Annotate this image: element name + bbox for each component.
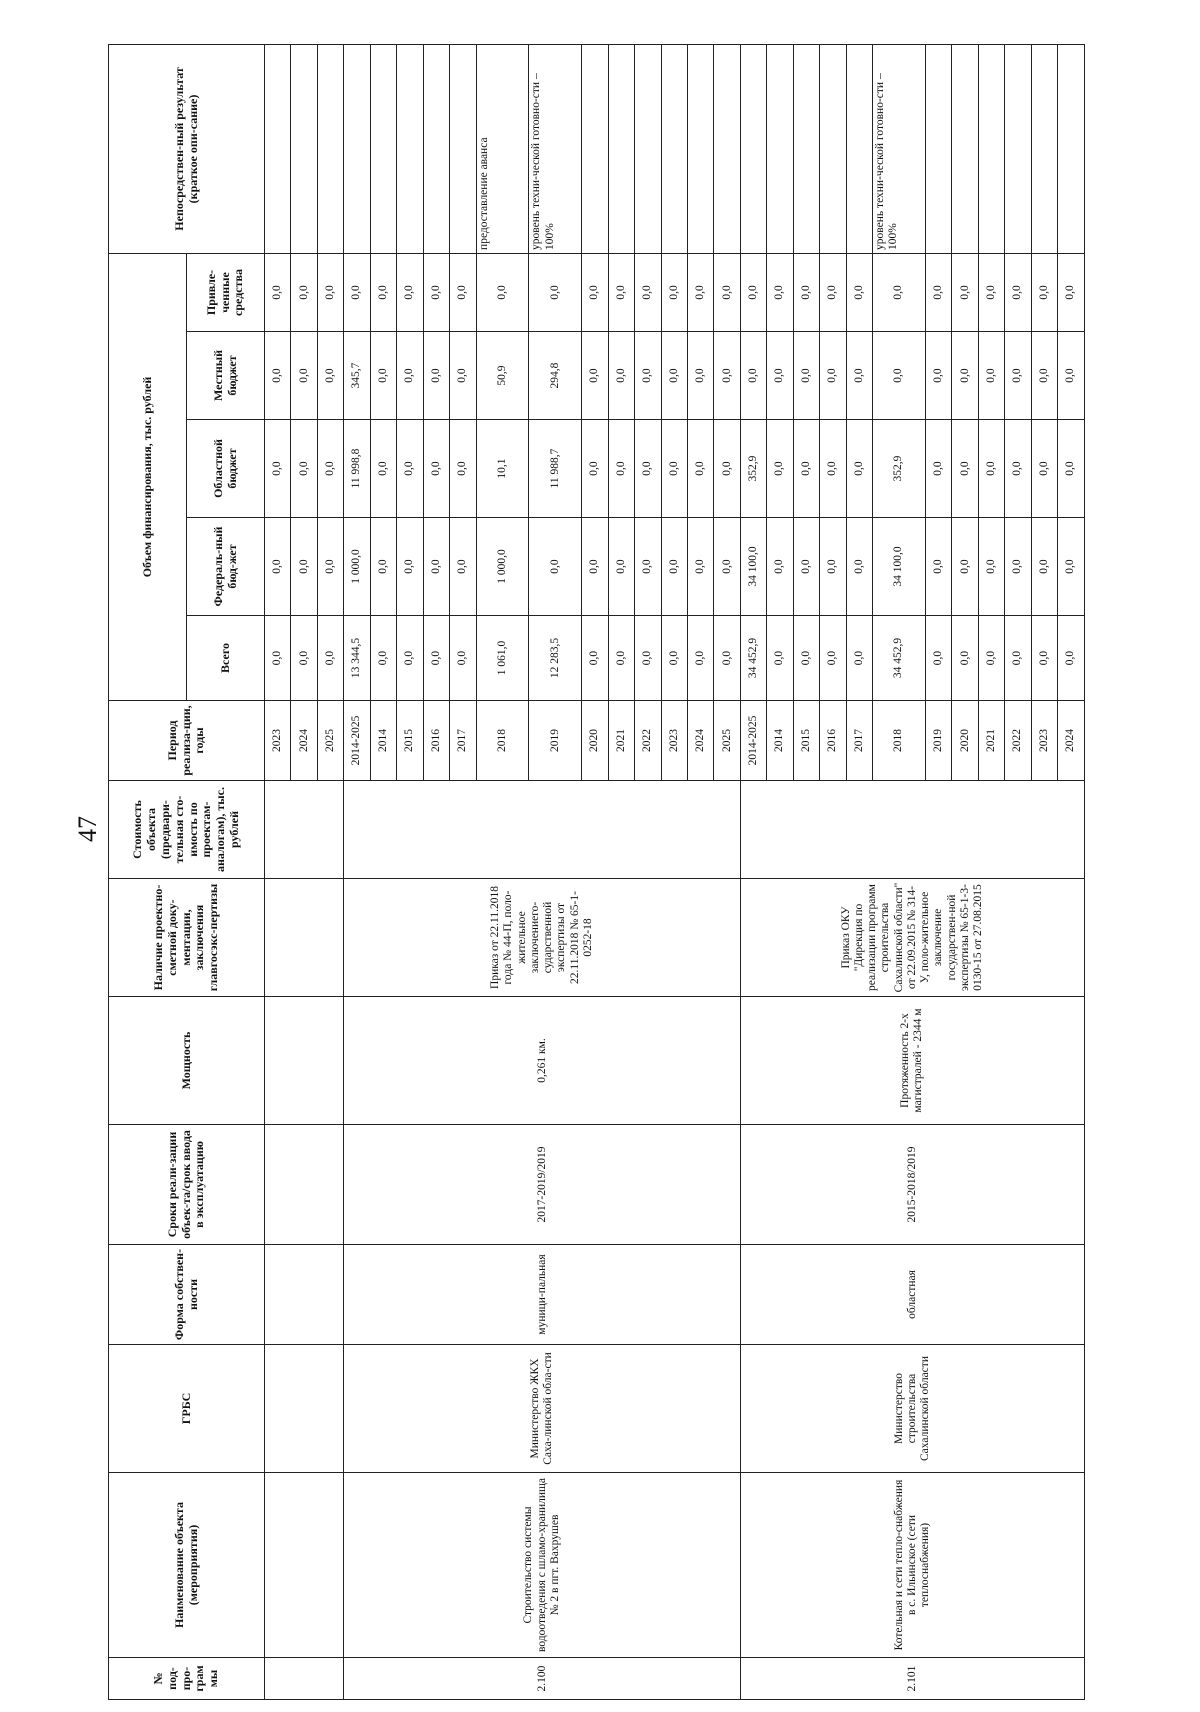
cell-federal: 0,0 bbox=[714, 518, 740, 616]
cell-attracted: 0,0 bbox=[1031, 253, 1057, 331]
cell-local: 0,0 bbox=[873, 332, 926, 420]
object-ownership: муници-пальная bbox=[344, 1245, 741, 1345]
cell-result bbox=[370, 44, 396, 253]
cell-regional: 0,0 bbox=[688, 420, 714, 518]
cell-regional: 0,0 bbox=[846, 420, 872, 518]
header-psd: Наличие проектно-сметной доку-ментации, заключения главгосэкс-пертизы bbox=[109, 879, 265, 997]
header-period: Период реализа-ции, годы bbox=[109, 701, 265, 781]
cell-local: 0,0 bbox=[793, 332, 819, 420]
cell-local: 0,0 bbox=[265, 332, 291, 420]
cell-attracted: 0,0 bbox=[317, 253, 343, 331]
cell-local: 0,0 bbox=[952, 332, 978, 420]
cell-total: 0,0 bbox=[582, 616, 608, 701]
cell-total: 34 452,9 bbox=[873, 616, 926, 701]
cell-federal: 0,0 bbox=[1058, 518, 1085, 616]
cell-result bbox=[661, 44, 687, 253]
cell-regional: 0,0 bbox=[370, 420, 396, 518]
cell-local: 0,0 bbox=[925, 332, 951, 420]
cell-total: 0,0 bbox=[635, 616, 661, 701]
cell-federal: 0,0 bbox=[820, 518, 846, 616]
cell-federal: 0,0 bbox=[688, 518, 714, 616]
cell-federal: 1 000,0 bbox=[476, 518, 529, 616]
cell-regional: 0,0 bbox=[582, 420, 608, 518]
cell-local: 0,0 bbox=[714, 332, 740, 420]
cell-period: 2025 bbox=[317, 701, 343, 781]
cell-result bbox=[423, 44, 449, 253]
cell-total: 0,0 bbox=[767, 616, 793, 701]
page-number: 47 bbox=[73, 816, 102, 842]
object-grbs: Министерство строительства Сахалинской области bbox=[740, 1345, 1084, 1473]
blank-cell-grbs bbox=[265, 1345, 344, 1473]
header-total: Всего bbox=[187, 616, 265, 701]
cell-result bbox=[820, 44, 846, 253]
cell-regional: 0,0 bbox=[265, 420, 291, 518]
table-body bbox=[265, 44, 1085, 1699]
cell-result bbox=[1031, 44, 1057, 253]
cell-regional: 0,0 bbox=[450, 420, 476, 518]
cell-attracted: 0,0 bbox=[291, 253, 317, 331]
cell-local: 0,0 bbox=[767, 332, 793, 420]
cell-period: 2021 bbox=[608, 701, 634, 781]
cell-period: 2019 bbox=[925, 701, 951, 781]
cell-federal: 34 100,0 bbox=[740, 518, 766, 616]
cell-attracted: 0,0 bbox=[1005, 253, 1031, 331]
cell-result: предоставление аванса bbox=[476, 44, 529, 253]
cell-federal: 0,0 bbox=[317, 518, 343, 616]
object-deadlines: 2015-2018/2019 bbox=[740, 1125, 1084, 1245]
cell-attracted: 0,0 bbox=[925, 253, 951, 331]
blank-cell-name bbox=[265, 1473, 344, 1658]
cell-local: 0,0 bbox=[846, 332, 872, 420]
cell-federal: 0,0 bbox=[952, 518, 978, 616]
cell-local: 0,0 bbox=[291, 332, 317, 420]
header-name: Наименование объекта (мероприятия) bbox=[109, 1473, 265, 1658]
cell-attracted: 0,0 bbox=[529, 253, 582, 331]
cell-local: 0,0 bbox=[608, 332, 634, 420]
cell-period: 2020 bbox=[952, 701, 978, 781]
table-row bbox=[344, 44, 370, 1699]
cell-period: 2019 bbox=[529, 701, 582, 781]
header-ownership: Форма собствен-ности bbox=[109, 1245, 265, 1345]
cell-result bbox=[714, 44, 740, 253]
cell-federal: 0,0 bbox=[450, 518, 476, 616]
cell-regional: 10,1 bbox=[476, 420, 529, 518]
cell-attracted: 0,0 bbox=[476, 253, 529, 331]
cell-period: 2020 bbox=[582, 701, 608, 781]
object-psd: Приказ ОКУ "Дирекция по реализации программ строительства Сахалинской области" от 22.09.2015 № 314-У, поло-жительное заключение государствен-ной экспертизы № 65-1-3-0130-15 от 27.08.2015 bbox=[740, 879, 1084, 997]
cell-total: 0,0 bbox=[820, 616, 846, 701]
header-regional: Областной бюджет bbox=[187, 420, 265, 518]
cell-federal: 0,0 bbox=[1005, 518, 1031, 616]
blank-cell-capacity bbox=[265, 997, 344, 1125]
cell-attracted: 0,0 bbox=[1058, 253, 1085, 331]
cell-federal: 1 000,0 bbox=[344, 518, 370, 616]
cell-local: 0,0 bbox=[978, 332, 1004, 420]
cell-total: 0,0 bbox=[608, 616, 634, 701]
cell-result bbox=[450, 44, 476, 253]
cell-regional: 0,0 bbox=[423, 420, 449, 518]
table-header bbox=[109, 44, 265, 1699]
cell-total: 34 452,9 bbox=[740, 616, 766, 701]
cell-result bbox=[1058, 44, 1085, 253]
cell-regional: 0,0 bbox=[978, 420, 1004, 518]
object-psd: Приказ от 22.11.2018 года № 44-П, поло-жительное заключениего-сударственной экспертизы от 22.11.2018 № 65-1-0252-18 bbox=[344, 879, 741, 997]
object-capacity: Протяженность 2-х магистралей - 2344 м bbox=[740, 997, 1084, 1125]
cell-federal: 0,0 bbox=[925, 518, 951, 616]
blank-cell-ownership bbox=[265, 1245, 344, 1345]
cell-total: 0,0 bbox=[978, 616, 1004, 701]
cell-result bbox=[265, 44, 291, 253]
cell-result bbox=[344, 44, 370, 253]
cell-total: 0,0 bbox=[688, 616, 714, 701]
cell-period: 2015 bbox=[793, 701, 819, 781]
cell-total: 0,0 bbox=[952, 616, 978, 701]
cell-local: 0,0 bbox=[397, 332, 423, 420]
blank-cell-num bbox=[265, 1658, 344, 1700]
cell-regional: 0,0 bbox=[397, 420, 423, 518]
cell-result bbox=[793, 44, 819, 253]
cell-regional: 11 988,7 bbox=[529, 420, 582, 518]
cell-regional: 0,0 bbox=[1031, 420, 1057, 518]
cell-regional: 0,0 bbox=[767, 420, 793, 518]
cell-regional: 0,0 bbox=[317, 420, 343, 518]
cell-period: 2018 bbox=[476, 701, 529, 781]
cell-result bbox=[291, 44, 317, 253]
blank-cell-deadlines bbox=[265, 1125, 344, 1245]
cell-attracted: 0,0 bbox=[767, 253, 793, 331]
cell-federal: 0,0 bbox=[397, 518, 423, 616]
cell-local: 50,9 bbox=[476, 332, 529, 420]
cell-total: 0,0 bbox=[793, 616, 819, 701]
cell-attracted: 0,0 bbox=[344, 253, 370, 331]
cell-period: 2014-2025 bbox=[740, 701, 766, 781]
blank-cell-cost bbox=[265, 781, 344, 879]
header-local: Местный бюджет bbox=[187, 332, 265, 420]
cell-period: 2023 bbox=[661, 701, 687, 781]
cell-total: 0,0 bbox=[1005, 616, 1031, 701]
object-number: 2.101 bbox=[740, 1658, 1084, 1700]
cell-attracted: 0,0 bbox=[635, 253, 661, 331]
cell-result bbox=[317, 44, 343, 253]
cell-total: 12 283,5 bbox=[529, 616, 582, 701]
cell-total: 1 061,0 bbox=[476, 616, 529, 701]
cell-total: 0,0 bbox=[1058, 616, 1085, 701]
cell-federal: 0,0 bbox=[846, 518, 872, 616]
cell-regional: 0,0 bbox=[635, 420, 661, 518]
cell-result bbox=[608, 44, 634, 253]
cell-federal: 0,0 bbox=[661, 518, 687, 616]
header-num: № под-про-грам мы bbox=[109, 1658, 265, 1700]
object-name: Строительство системы водоотведения с шламо-хранилища № 2 в пгт. Вахрушев bbox=[344, 1473, 741, 1658]
cell-local: 0,0 bbox=[688, 332, 714, 420]
cell-period: 2021 bbox=[978, 701, 1004, 781]
table-row bbox=[740, 44, 766, 1699]
cell-local: 0,0 bbox=[1058, 332, 1085, 420]
cell-period: 2022 bbox=[1005, 701, 1031, 781]
cell-federal: 0,0 bbox=[767, 518, 793, 616]
cell-federal: 0,0 bbox=[1031, 518, 1057, 616]
cell-result bbox=[397, 44, 423, 253]
cell-local: 0,0 bbox=[370, 332, 396, 420]
header-cost: Стоимость объекта (предвари-тельная сто-имость по проектам-аналогам), тыс. рублей bbox=[109, 781, 265, 879]
cell-local: 0,0 bbox=[423, 332, 449, 420]
cell-federal: 0,0 bbox=[582, 518, 608, 616]
header-funding-group: Объем финансирования, тыс. рублей bbox=[109, 253, 187, 700]
cell-local: 0,0 bbox=[582, 332, 608, 420]
cell-result bbox=[952, 44, 978, 253]
cell-period: 2024 bbox=[688, 701, 714, 781]
cell-period: 2024 bbox=[1058, 701, 1085, 781]
cell-total: 0,0 bbox=[423, 616, 449, 701]
cell-attracted: 0,0 bbox=[397, 253, 423, 331]
cell-federal: 0,0 bbox=[529, 518, 582, 616]
cell-regional: 0,0 bbox=[952, 420, 978, 518]
cell-federal: 0,0 bbox=[423, 518, 449, 616]
cell-federal: 0,0 bbox=[265, 518, 291, 616]
cell-total: 0,0 bbox=[846, 616, 872, 701]
cell-local: 0,0 bbox=[317, 332, 343, 420]
cell-period: 2025 bbox=[714, 701, 740, 781]
cell-period: 2024 bbox=[291, 701, 317, 781]
cell-total: 0,0 bbox=[450, 616, 476, 701]
cell-attracted: 0,0 bbox=[714, 253, 740, 331]
header-result: Непосредствен-ный результат (краткое опи-сание) bbox=[109, 44, 265, 253]
header-federal: Федераль-ный бюд-жет bbox=[187, 518, 265, 616]
cell-attracted: 0,0 bbox=[978, 253, 1004, 331]
cell-regional: 11 998,8 bbox=[344, 420, 370, 518]
cell-local: 0,0 bbox=[450, 332, 476, 420]
cell-attracted: 0,0 bbox=[608, 253, 634, 331]
cell-regional: 0,0 bbox=[1058, 420, 1085, 518]
cell-regional: 0,0 bbox=[291, 420, 317, 518]
cell-local: 0,0 bbox=[820, 332, 846, 420]
cell-period: 2017 bbox=[450, 701, 476, 781]
cell-local: 0,0 bbox=[1031, 332, 1057, 420]
object-deadlines: 2017-2019/2019 bbox=[344, 1125, 741, 1245]
cell-regional: 352,9 bbox=[873, 420, 926, 518]
cell-total: 0,0 bbox=[317, 616, 343, 701]
cell-result bbox=[1005, 44, 1031, 253]
cell-total: 0,0 bbox=[661, 616, 687, 701]
cell-federal: 34 100,0 bbox=[873, 518, 926, 616]
object-cost bbox=[344, 781, 741, 879]
cell-result bbox=[635, 44, 661, 253]
cell-total: 0,0 bbox=[714, 616, 740, 701]
cell-regional: 0,0 bbox=[608, 420, 634, 518]
cell-regional: 0,0 bbox=[661, 420, 687, 518]
cell-period: 2023 bbox=[1031, 701, 1057, 781]
cell-attracted: 0,0 bbox=[688, 253, 714, 331]
header-deadlines: Сроки реали-зации объек-та/срок ввода в эксплуатацию bbox=[109, 1125, 265, 1245]
funding-table bbox=[108, 44, 1085, 1700]
cell-regional: 0,0 bbox=[925, 420, 951, 518]
cell-total: 13 344,5 bbox=[344, 616, 370, 701]
cell-regional: 0,0 bbox=[793, 420, 819, 518]
cell-local: 0,0 bbox=[740, 332, 766, 420]
object-number: 2.100 bbox=[344, 1658, 741, 1700]
cell-attracted: 0,0 bbox=[740, 253, 766, 331]
cell-local: 0,0 bbox=[661, 332, 687, 420]
cell-attracted: 0,0 bbox=[265, 253, 291, 331]
cell-result bbox=[688, 44, 714, 253]
cell-total: 0,0 bbox=[291, 616, 317, 701]
cell-attracted: 0,0 bbox=[952, 253, 978, 331]
cell-result: уровень техни-ческой готовно-сти – 100% bbox=[529, 44, 582, 253]
cell-federal: 0,0 bbox=[370, 518, 396, 616]
cell-total: 0,0 bbox=[1031, 616, 1057, 701]
cell-federal: 0,0 bbox=[793, 518, 819, 616]
cell-local: 0,0 bbox=[635, 332, 661, 420]
cell-attracted: 0,0 bbox=[793, 253, 819, 331]
blank-cell-psd bbox=[265, 879, 344, 997]
header-attracted: Привле-ченные средства bbox=[187, 253, 265, 331]
cell-total: 0,0 bbox=[370, 616, 396, 701]
cell-period: 2014 bbox=[370, 701, 396, 781]
cell-period: 2018 bbox=[873, 701, 926, 781]
cell-federal: 0,0 bbox=[635, 518, 661, 616]
object-cost bbox=[740, 781, 1084, 879]
cell-attracted: 0,0 bbox=[846, 253, 872, 331]
cell-regional: 0,0 bbox=[714, 420, 740, 518]
cell-attracted: 0,0 bbox=[423, 253, 449, 331]
cell-local: 345,7 bbox=[344, 332, 370, 420]
object-name: Котельная и сети тепло-снабжения в с. Ильинское (сети теплоснабжения) bbox=[740, 1473, 1084, 1658]
cell-result bbox=[740, 44, 766, 253]
cell-result bbox=[978, 44, 1004, 253]
cell-total: 0,0 bbox=[397, 616, 423, 701]
cell-attracted: 0,0 bbox=[450, 253, 476, 331]
cell-period: 2014 bbox=[767, 701, 793, 781]
rotated-page bbox=[108, 45, 1085, 1700]
object-capacity: 0,261 км. bbox=[344, 997, 741, 1125]
cell-result bbox=[925, 44, 951, 253]
cell-local: 294,8 bbox=[529, 332, 582, 420]
cell-total: 0,0 bbox=[925, 616, 951, 701]
cell-result bbox=[582, 44, 608, 253]
cell-federal: 0,0 bbox=[978, 518, 1004, 616]
cell-attracted: 0,0 bbox=[370, 253, 396, 331]
table-row bbox=[265, 44, 291, 1699]
cell-local: 0,0 bbox=[1005, 332, 1031, 420]
header-capacity: Мощность bbox=[109, 997, 265, 1125]
cell-period: 2016 bbox=[820, 701, 846, 781]
cell-regional: 352,9 bbox=[740, 420, 766, 518]
object-ownership: областная bbox=[740, 1245, 1084, 1345]
cell-federal: 0,0 bbox=[608, 518, 634, 616]
object-grbs: Министерство ЖКХ Саха-линской обла-сти bbox=[344, 1345, 741, 1473]
cell-result bbox=[846, 44, 872, 253]
cell-period: 2022 bbox=[635, 701, 661, 781]
cell-period: 2017 bbox=[846, 701, 872, 781]
cell-result: уровень техни-ческой готовно-сти – 100% bbox=[873, 44, 926, 253]
cell-attracted: 0,0 bbox=[873, 253, 926, 331]
cell-attracted: 0,0 bbox=[661, 253, 687, 331]
cell-period: 2014-2025 bbox=[344, 701, 370, 781]
cell-period: 2016 bbox=[423, 701, 449, 781]
cell-period: 2023 bbox=[265, 701, 291, 781]
cell-attracted: 0,0 bbox=[820, 253, 846, 331]
cell-regional: 0,0 bbox=[1005, 420, 1031, 518]
header-grbs: ГРБС bbox=[109, 1345, 265, 1473]
cell-total: 0,0 bbox=[265, 616, 291, 701]
cell-federal: 0,0 bbox=[291, 518, 317, 616]
cell-period: 2015 bbox=[397, 701, 423, 781]
cell-regional: 0,0 bbox=[820, 420, 846, 518]
cell-attracted: 0,0 bbox=[582, 253, 608, 331]
cell-result bbox=[767, 44, 793, 253]
